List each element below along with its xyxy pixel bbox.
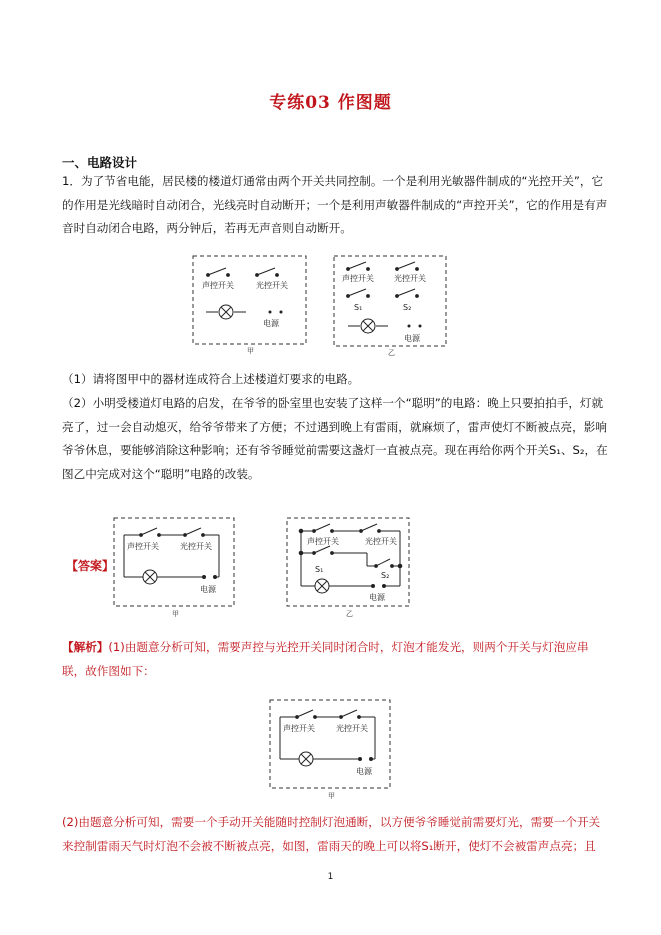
figure-a-caption: 甲 xyxy=(172,610,179,618)
light-switch-label: 光控开关 xyxy=(365,537,397,546)
light-switch-label: 光控开关 xyxy=(394,274,426,283)
figure-b-caption: 乙 xyxy=(388,349,395,357)
sound-switch-symbol xyxy=(347,262,370,270)
question-intro: 1．为了节省电能，居民楼的楼道灯通常由两个开关共同控制。一个是利用光敏器件制成的“光控开关”，它的作用是光线暗时自动闭合，光线亮时自动断开；一个是利用声敏器件制成的“声控开关”，它的作用是有声音时自动闭合电路，两分钟后，若再无声音则自动断开。 xyxy=(62,174,608,235)
figure-a-caption: 甲 xyxy=(328,792,335,800)
section-heading: 一、电路设计 xyxy=(62,155,138,170)
page-number: 1 xyxy=(327,872,334,882)
s1-switch-symbol xyxy=(347,289,370,297)
lamp-symbol xyxy=(143,570,157,584)
sound-switch-symbol xyxy=(207,268,230,276)
s2-label: S₂ xyxy=(381,571,390,580)
analysis-part1-text: (1)由题意分析可知，需要声控与光控开关同时闭合时，灯泡才能发光，则两个开关与灯泡应串联，故作图如下： xyxy=(62,640,589,678)
power-label: 电源 xyxy=(369,593,385,602)
question-part2: （2）小明受楼道灯电路的启发，在爷爷的卧室里也安装了这样一个“聪明”的电路：晚上只要拍拍手，灯就亮了，过一会自动熄灭，给爷爷带来了方便；不过遇到晚上有雷雨，就麻烦了，雷声使灯不断被点亮，影响爷爷休息，要能够消除这种影响；还有爷爷睡觉前需要这盏灯一直被点亮。现在再给你两个开关S₁、S₂，在图乙中完成对这个“聪明”电路的改装。 xyxy=(62,396,608,481)
analysis-part2: (2)由题意分析可知，需要一个手动开关能随时控制灯泡通断，以方便爷爷睡觉前需要灯光，需要一个开关来控制雷雨天气时灯泡不会被不断被点亮，如图，雷雨天的晚上可以将S₁断开，使灯不会被雷声点亮；且 xyxy=(62,815,601,853)
figure-b-question xyxy=(332,254,452,358)
power-source-symbol xyxy=(408,325,422,328)
sound-switch-label: 声控开关 xyxy=(127,542,159,551)
sound-switch-label: 声控开关 xyxy=(342,274,374,283)
light-switch-symbol xyxy=(256,268,279,276)
power-label: 电源 xyxy=(263,319,279,328)
lamp-symbol xyxy=(299,752,313,766)
figure-b-answer xyxy=(285,516,415,620)
sound-switch-label: 声控开关 xyxy=(202,281,234,290)
light-switch-label: 光控开关 xyxy=(256,281,288,290)
lamp-symbol xyxy=(315,579,329,593)
power-label: 电源 xyxy=(404,334,420,343)
power-label: 电源 xyxy=(200,585,216,594)
page-title: 专练03 作图题 xyxy=(269,93,392,113)
figure-a-answer xyxy=(112,516,238,620)
s1-label: S₁ xyxy=(315,565,324,574)
sound-switch-label: 声控开关 xyxy=(283,724,315,733)
analysis-label: 【解析】 xyxy=(62,640,109,654)
light-switch-label: 光控开关 xyxy=(336,724,368,733)
analysis-part1 xyxy=(62,636,608,683)
lamp-symbol xyxy=(206,305,246,319)
s1-label: S₁ xyxy=(354,303,363,312)
answer-label: 【答案】 xyxy=(66,559,115,573)
light-switch-label: 光控开关 xyxy=(180,542,212,551)
sound-switch-label: 声控开关 xyxy=(307,537,339,546)
figure-analysis xyxy=(268,698,394,802)
light-switch-symbol xyxy=(396,262,419,270)
power-label: 电源 xyxy=(356,767,372,776)
analysis-circuit xyxy=(280,710,375,761)
figure-a-caption: 甲 xyxy=(247,347,254,355)
figure-a-question xyxy=(190,254,310,356)
figure-b-caption: 乙 xyxy=(346,610,353,618)
lamp-symbol xyxy=(348,319,388,333)
question-part1: （1）请将图甲中的器材连成符合上述楼道灯要求的电路。 xyxy=(62,372,360,386)
answer-a-circuit xyxy=(124,528,219,579)
s2-label: S₂ xyxy=(403,303,412,312)
power-source-symbol xyxy=(269,311,283,314)
s2-switch-symbol xyxy=(396,289,419,297)
